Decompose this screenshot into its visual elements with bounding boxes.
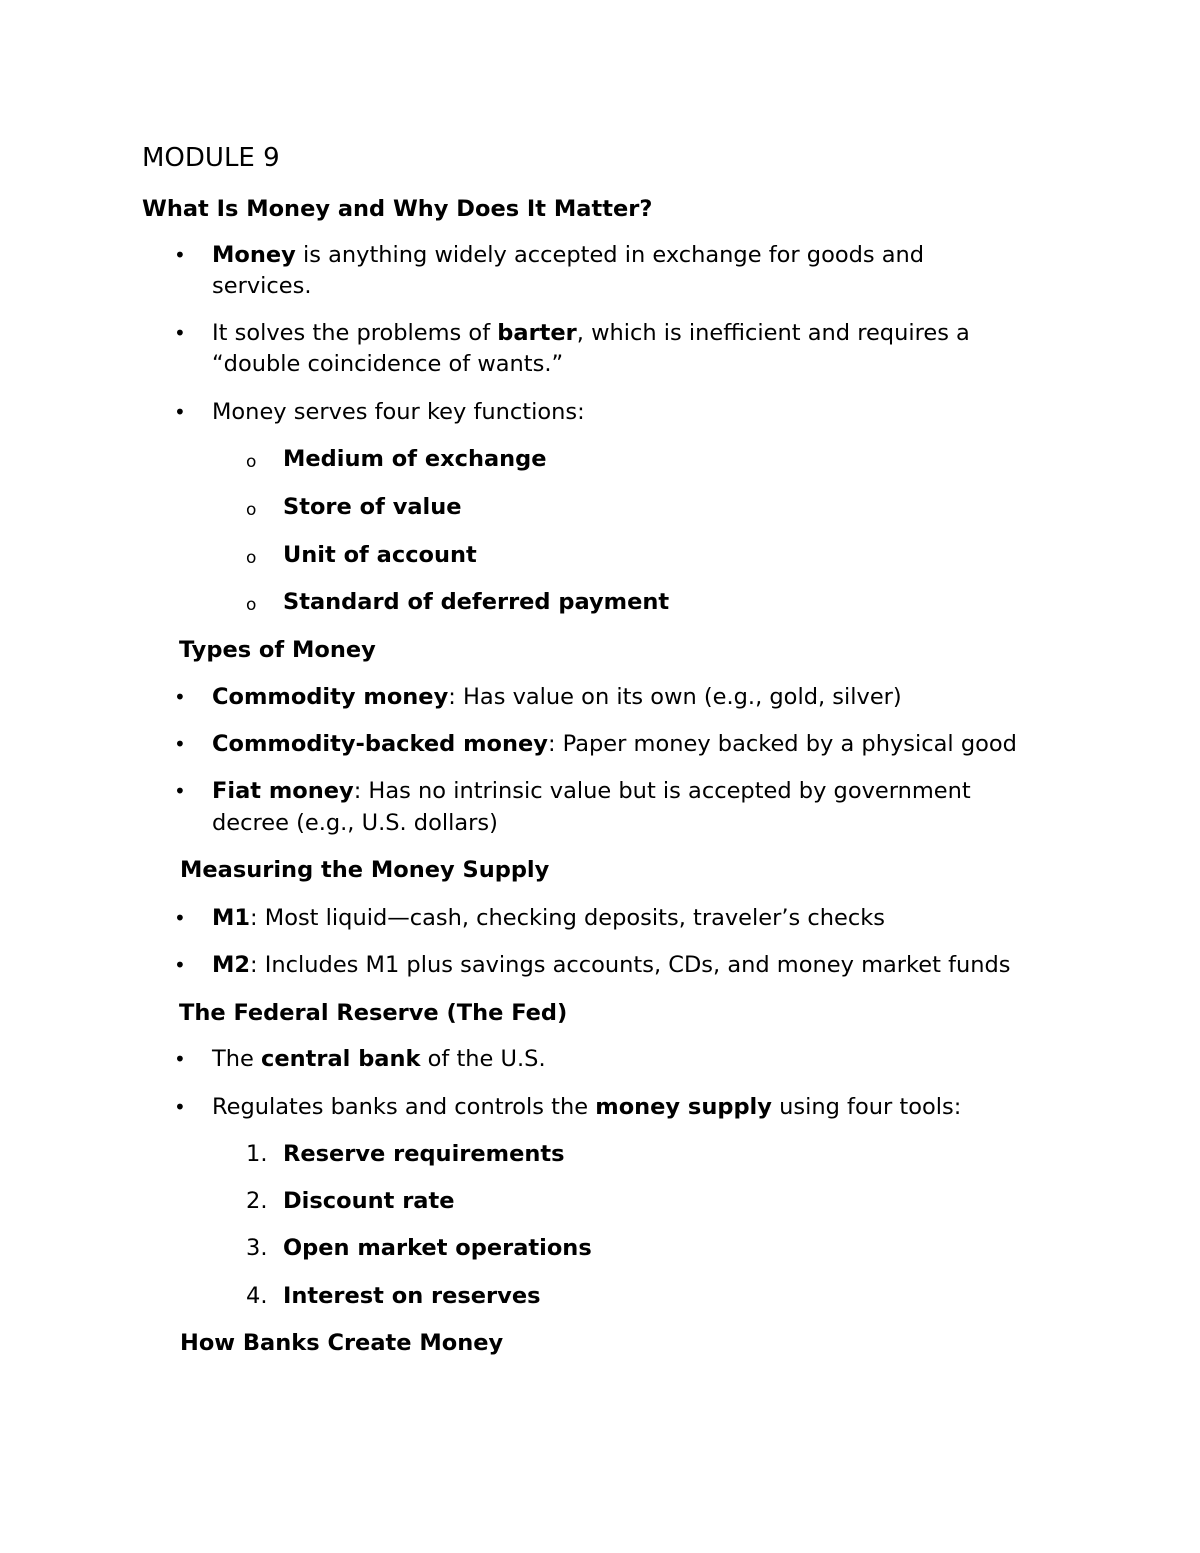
bullet-icon: • (174, 243, 186, 267)
list-number: 4. (246, 1283, 268, 1309)
list-item: The central bank of the U.S. (212, 1046, 546, 1072)
bullet-icon: • (174, 906, 186, 930)
sub-bullet-icon: o (246, 452, 257, 472)
sub-list-item: Unit of account (283, 542, 477, 568)
section-heading: How Banks Create Money (180, 1330, 504, 1356)
sub-list-item: Standard of deferred payment (283, 589, 670, 615)
bullet-icon: • (174, 1047, 186, 1071)
sub-list-item: Store of value (283, 494, 462, 520)
list-item: Money serves four key functions: (212, 399, 585, 425)
bullet-icon: • (174, 321, 186, 345)
section-heading: Types of Money (179, 637, 376, 663)
list-item: It solves the problems of barter, which is inefficient and requires a (212, 320, 970, 346)
list-item-continuation: “double coincidence of wants.” (212, 351, 564, 377)
numbered-item: Reserve requirements (283, 1141, 565, 1167)
bullet-icon: • (174, 400, 186, 424)
list-number: 2. (246, 1188, 268, 1214)
list-item-continuation: decree (e.g., U.S. dollars) (212, 810, 498, 836)
numbered-item: Interest on reserves (283, 1283, 541, 1309)
bullet-icon: • (174, 732, 186, 756)
numbered-item: Open market operations (283, 1235, 592, 1261)
list-item: M2: Includes M1 plus savings accounts, CDs, and money market funds (212, 952, 1011, 978)
section-heading: What Is Money and Why Does It Matter? (142, 196, 653, 222)
numbered-item: Discount rate (283, 1188, 455, 1214)
sub-bullet-icon: o (246, 548, 257, 568)
bullet-icon: • (174, 779, 186, 803)
list-item: Fiat money: Has no intrinsic value but is accepted by government (212, 778, 971, 804)
list-number: 1. (246, 1141, 268, 1167)
section-heading: The Federal Reserve (The Fed) (179, 1000, 568, 1026)
sub-bullet-icon: o (246, 595, 257, 615)
list-item: Commodity money: Has value on its own (e.g., gold, silver) (212, 684, 902, 710)
bullet-icon: • (174, 1095, 186, 1119)
list-number: 3. (246, 1235, 268, 1261)
list-item: Money is anything widely accepted in exchange for goods and (212, 242, 925, 268)
bullet-icon: • (174, 953, 186, 977)
section-heading: Measuring the Money Supply (180, 857, 550, 883)
list-item: Commodity-backed money: Paper money backed by a physical good (212, 731, 1017, 757)
list-item: Regulates banks and controls the money supply using four tools: (212, 1094, 962, 1120)
page-title: MODULE 9 (142, 143, 280, 173)
sub-bullet-icon: o (246, 500, 257, 520)
list-item: M1: Most liquid—cash, checking deposits, traveler’s checks (212, 905, 885, 931)
bullet-icon: • (174, 685, 186, 709)
sub-list-item: Medium of exchange (283, 446, 547, 472)
list-item-continuation: services. (212, 273, 312, 299)
